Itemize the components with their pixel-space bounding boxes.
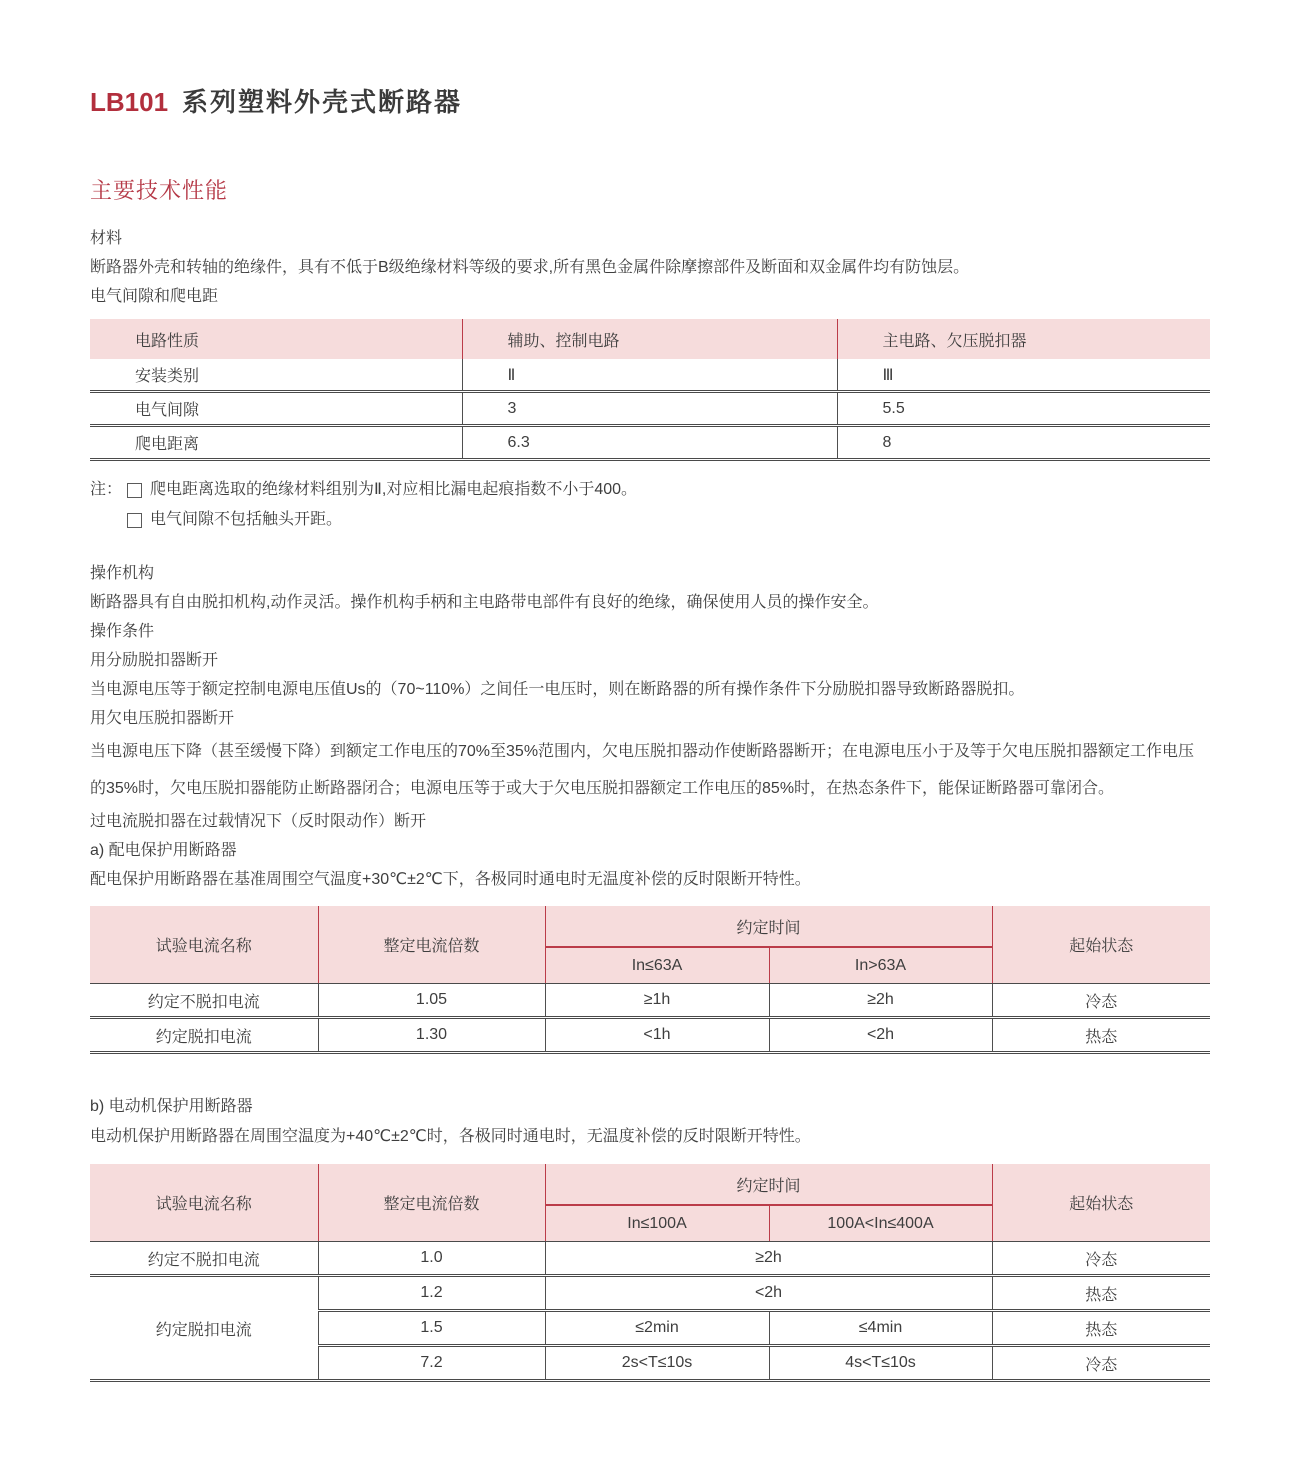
square-bullet-icon	[127, 483, 142, 498]
material-body: 断路器外壳和转轴的绝缘件，具有不低于B级绝缘材料等级的要求,所有黑色金属件除摩擦部件及断面和双金属件均有防蚀层。	[90, 259, 970, 276]
table-cell: 3	[462, 392, 837, 426]
table-header-cell: 约定时间	[545, 906, 992, 947]
table-cell: 4s<T≤10s	[769, 1346, 992, 1381]
table-cell: 热态	[992, 1276, 1210, 1311]
motor-trip-table	[90, 1164, 1210, 1382]
tech-paragraph: a) 配电保护用断路器	[90, 842, 237, 859]
table-header-cell: 100A<In≤400A	[769, 1205, 992, 1242]
table-header-cell: In>63A	[769, 947, 992, 984]
table-cell: 热态	[992, 1018, 1210, 1053]
table-header-cell: 起始状态	[992, 1164, 1210, 1242]
distribution-trip-table	[90, 906, 1210, 1054]
product-model: LB101	[90, 87, 169, 117]
table-row	[90, 984, 1210, 1018]
table-header-cell: In≤63A	[545, 947, 769, 984]
table-header-cell: 主电路、欠压脱扣器	[837, 319, 1210, 359]
table-cell: 冷态	[992, 984, 1210, 1018]
table-cell: 约定不脱扣电流	[90, 1242, 318, 1276]
tech-paragraph: 当电源电压等于额定控制电源电压值Us的（70~110%）之间任一电压时，则在断路器的所有操作条件下分励脱扣器导致断路器脱扣。	[90, 681, 1025, 698]
tech-paragraph: 操作机构	[90, 565, 155, 582]
table-cell: 约定不脱扣电流	[90, 984, 318, 1018]
table-cell: 7.2	[318, 1346, 545, 1381]
motor-section	[90, 1092, 1210, 1152]
note-item	[90, 505, 1210, 535]
operation-section	[90, 559, 1210, 894]
note-label: 注：	[90, 481, 123, 498]
page-title	[90, 86, 1210, 118]
table-header-cell: 约定时间	[545, 1164, 992, 1205]
tech-paragraph: 配电保护用断路器在基准周围空气温度+30℃±2℃下，各极同时通电时无温度补偿的反时限断开特性。	[90, 871, 811, 888]
table-cell: 1.30	[318, 1018, 545, 1053]
table-header-cell: In≤100A	[545, 1205, 769, 1242]
table-row	[90, 359, 1210, 392]
table-cell: 电气间隙	[90, 392, 462, 426]
clearance-table	[90, 319, 1210, 461]
table-cell: 6.3	[462, 426, 837, 460]
table-cell: 安装类别	[90, 359, 462, 392]
table-cell: Ⅲ	[837, 359, 1210, 392]
table-cell: ≤2min	[545, 1311, 769, 1346]
material-label: 材料	[90, 230, 123, 247]
table-cell: ≤4min	[769, 1311, 992, 1346]
table-cell: 1.5	[318, 1311, 545, 1346]
table-cell: 约定脱扣电流	[90, 1276, 318, 1381]
table-cell: ≥1h	[545, 984, 769, 1018]
tech-paragraph: 当电源电压下降（甚至缓慢下降）到额定工作电压的70%至35%范围内，欠电压脱扣器动作使断路器断开；在电源电压小于及等于欠电压脱扣器额定工作电压的35%时，欠电压脱扣器能防止断路器闭合；电源电压等于或大于欠电压脱扣器额定工作电压的85%时，在热态条件下，能保证断路器可靠闭合。	[90, 743, 1195, 797]
section-heading: 主要技术性能	[90, 178, 229, 203]
table-cell: 5.5	[837, 392, 1210, 426]
note-item	[90, 475, 1210, 505]
table-header-row	[90, 906, 1210, 947]
square-bullet-icon	[127, 513, 142, 528]
table-header-cell: 整定电流倍数	[318, 906, 545, 984]
table-cell: <2h	[769, 1018, 992, 1053]
table-cell: 冷态	[992, 1346, 1210, 1381]
note-text: 爬电距离选取的绝缘材料组别为Ⅱ,对应相比漏电起痕指数不小于400。	[150, 481, 638, 498]
table-cell: <1h	[545, 1018, 769, 1053]
table-row	[90, 1242, 1210, 1276]
table-cell: 爬电距离	[90, 426, 462, 460]
note-text: 电气间隙不包括触头开距。	[150, 511, 343, 528]
table-row	[90, 1018, 1210, 1053]
tech-paragraph: 用分励脱扣器断开	[90, 652, 219, 669]
tech-paragraph: 用欠电压脱扣器断开	[90, 710, 235, 727]
tech-paragraph: 过电流脱扣器在过载情况下（反时限动作）断开	[90, 813, 427, 830]
table-cell: <2h	[545, 1276, 992, 1311]
table-cell: 1.2	[318, 1276, 545, 1311]
table-cell: 2s<T≤10s	[545, 1346, 769, 1381]
table-header-row	[90, 1164, 1210, 1205]
motor-paragraph: 电动机保护用断路器在周围空温度为+40℃±2℃时，各极同时通电时，无温度补偿的反时限断开特性。	[90, 1128, 811, 1145]
table-cell: 冷态	[992, 1242, 1210, 1276]
tech-paragraph: 操作条件	[90, 623, 155, 640]
notes-block	[90, 475, 1210, 535]
table-cell: Ⅱ	[462, 359, 837, 392]
table-row	[90, 1276, 1210, 1311]
tech-paragraph: 断路器具有自由脱扣机构,动作灵活。操作机构手柄和主电路带电部件有良好的绝缘，确保使用人员的操作安全。	[90, 594, 879, 611]
product-title: 系列塑料外壳式断路器	[182, 87, 463, 117]
table-row	[90, 392, 1210, 426]
clearance-label: 电气间隙和爬电距	[90, 288, 219, 305]
table-cell: 8	[837, 426, 1210, 460]
table-cell: 1.05	[318, 984, 545, 1018]
table-cell: ≥2h	[769, 984, 992, 1018]
table-header-cell: 辅助、控制电路	[462, 319, 837, 359]
table-cell: 约定脱扣电流	[90, 1018, 318, 1053]
table-header-row	[90, 319, 1210, 359]
table-row	[90, 426, 1210, 460]
table-header-cell: 起始状态	[992, 906, 1210, 984]
table-header-cell: 电路性质	[90, 319, 462, 359]
table-cell: 1.0	[318, 1242, 545, 1276]
material-section	[90, 224, 1210, 311]
motor-paragraph: b) 电动机保护用断路器	[90, 1098, 253, 1115]
table-header-cell: 试验电流名称	[90, 906, 318, 984]
table-cell: ≥2h	[545, 1242, 992, 1276]
table-header-cell: 整定电流倍数	[318, 1164, 545, 1242]
table-header-cell: 试验电流名称	[90, 1164, 318, 1242]
table-cell: 热态	[992, 1311, 1210, 1346]
